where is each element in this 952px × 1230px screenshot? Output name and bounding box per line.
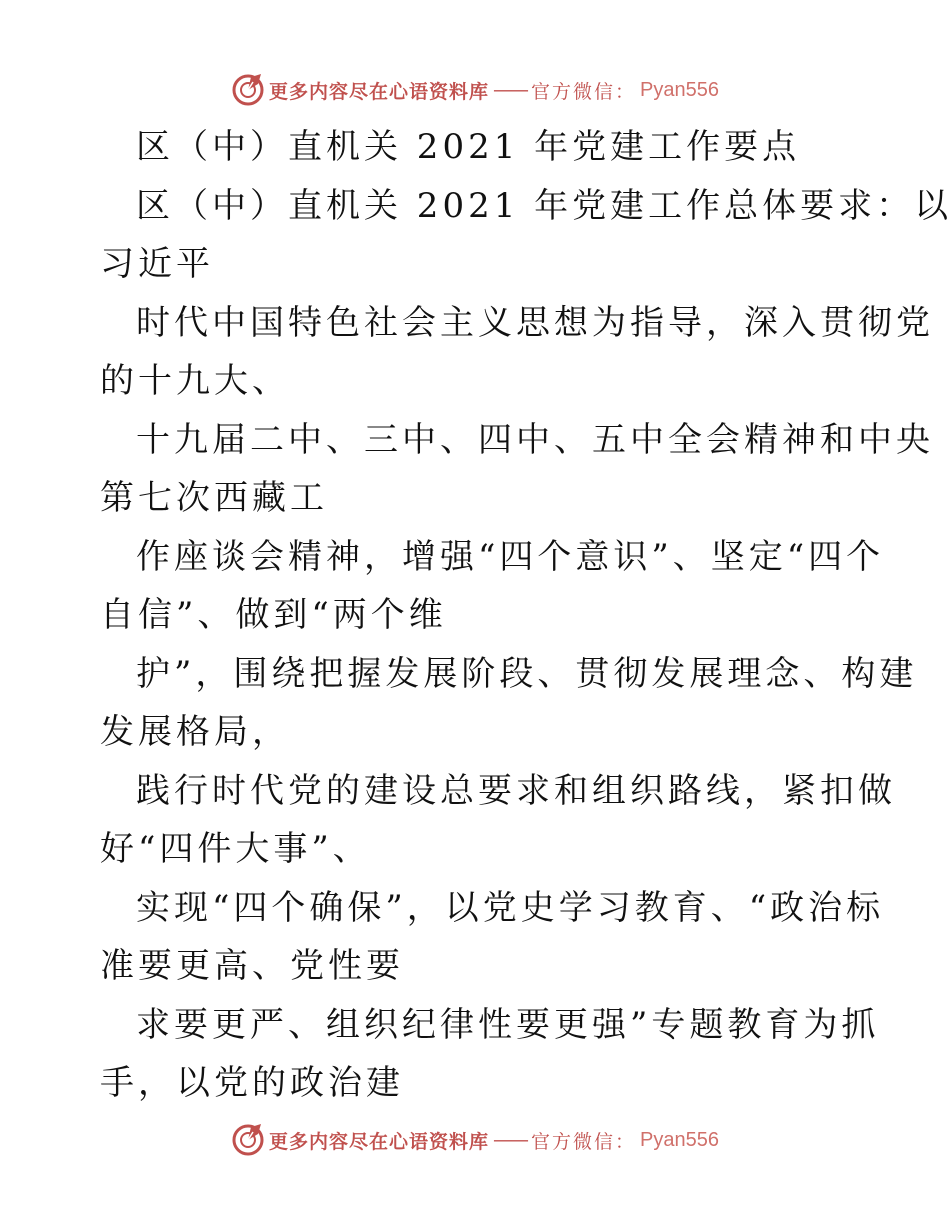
footer-banner — [0, 1118, 950, 1162]
document-title: 区（中）直机关 2021 年党建工作要点 — [136, 127, 801, 167]
banner-dash: —— — [493, 1129, 528, 1151]
text-line: 作座谈会精神，增强“四个意识”、坚定“四个 — [136, 536, 885, 577]
document-body — [100, 118, 952, 1113]
text-line: 践行时代党的建设总要求和组织路线，紧扣做 — [136, 770, 896, 811]
text-line: 手，以党的政治建 — [100, 1063, 404, 1103]
text-line: 时代中国特色社会主义思想为指导，深入贯彻党 — [136, 302, 934, 343]
header-banner — [0, 68, 950, 112]
banner-wechat-label: 官方微信： — [531, 1130, 637, 1153]
text-line: 求要更严、组织纪律性要更强”专题教育为抓 — [136, 1004, 880, 1045]
text-line: 实现“四个确保”，以党史学习教育、“政治标 — [136, 887, 885, 928]
text-line: 区（中）直机关 2021 年党建工作总体要求：以 — [136, 185, 952, 226]
banner-wechat-id: Pyan556 — [640, 78, 719, 101]
text-line: 发展格局， — [100, 712, 290, 752]
banner-wechat-id: Pyan556 — [640, 1128, 719, 1151]
banner-dash: —— — [493, 79, 528, 101]
text-line: 的十九大、 — [100, 361, 290, 401]
text-line: 准要更高、党性要 — [100, 946, 404, 986]
pen-nib-logo-icon — [231, 1123, 265, 1157]
text-line: 护”，围绕把握发展阶段、贯彻发展理念、构建 — [136, 653, 918, 694]
banner-slogan: 更多内容尽在心语资料库 — [269, 1130, 490, 1153]
banner-slogan: 更多内容尽在心语资料库 — [269, 80, 490, 103]
text-line: 习近平 — [100, 244, 214, 284]
text-line: 第七次西藏工 — [100, 478, 328, 518]
text-line: 好“四件大事”、 — [100, 829, 371, 869]
pen-nib-logo-icon — [231, 73, 265, 107]
text-line: 自信”、做到“两个维 — [100, 595, 447, 635]
banner-wechat-label: 官方微信： — [531, 80, 637, 103]
text-line: 十九届二中、三中、四中、五中全会精神和中央 — [136, 419, 934, 460]
